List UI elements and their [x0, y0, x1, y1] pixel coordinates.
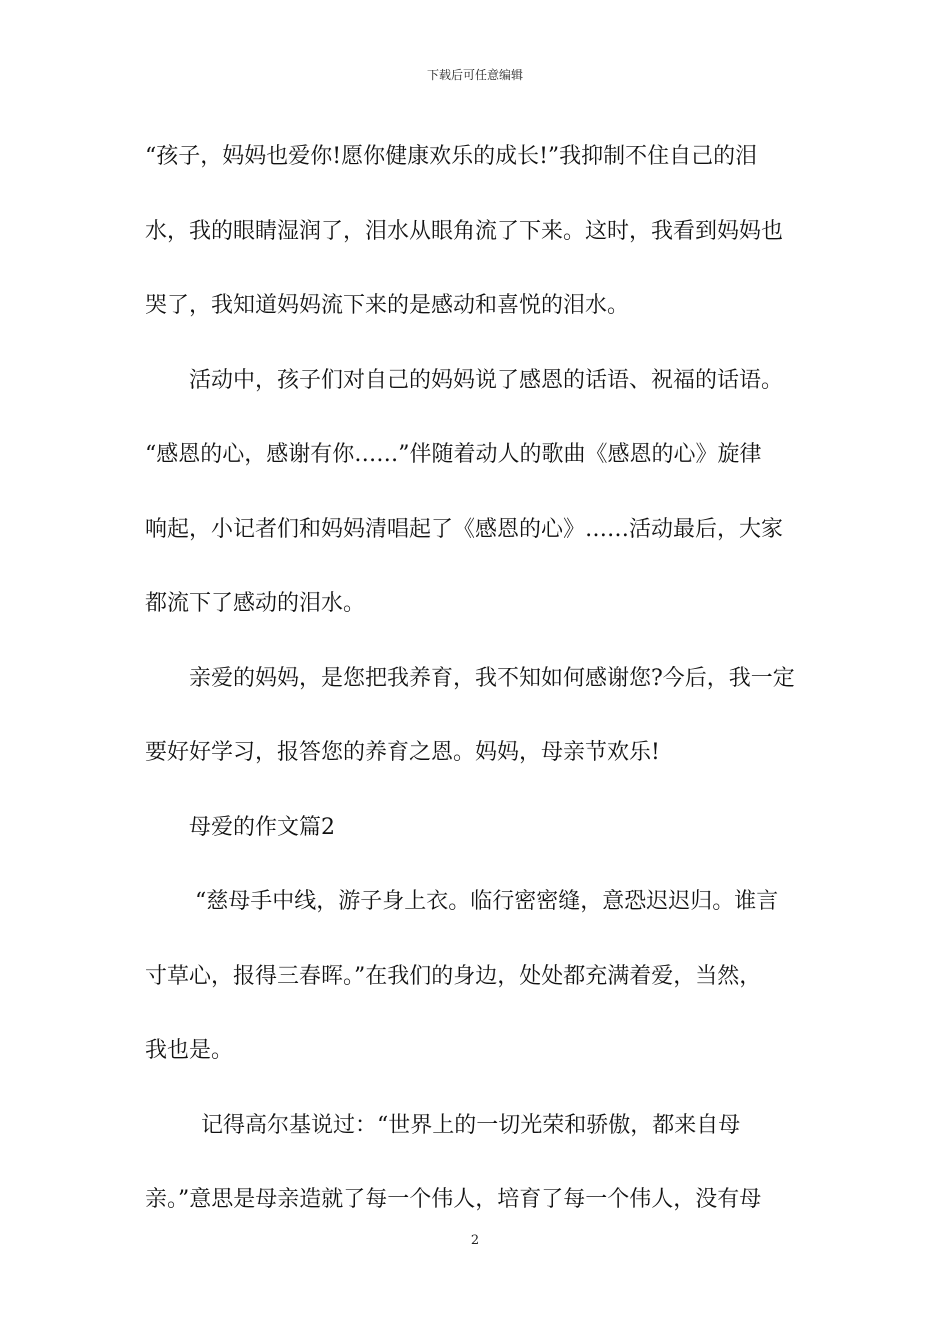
text-line: 母爱的作文篇2: [189, 814, 335, 840]
text-line: 寸草心，报得三春晖。”在我们的身边，处处都充满着爱，当然，: [145, 963, 762, 989]
text-line: “孩子，妈妈也爱你!愿你健康欢乐的成长!”我抑制不住自己的泪: [145, 144, 758, 169]
text-line: 活动中，孩子们对自己的妈妈说了感恩的话语、祝福的话语。: [189, 367, 784, 393]
text-line: 亲爱的妈妈，是您把我养育，我不知如何感谢您?今后，我一定: [189, 665, 795, 691]
text-line: 我也是。: [145, 1038, 234, 1063]
page-header: 下载后可任意编辑: [426, 68, 523, 82]
text-line: 响起，小记者们和妈妈清唱起了《感恩的心》……活动最后，大家: [145, 516, 784, 542]
page-number: 2: [470, 1233, 480, 1248]
text-line: 记得高尔基说过：“世界上的一切光荣和骄傲，都来自母: [201, 1112, 741, 1138]
text-line: 水，我的眼睛湿润了，泪水从眼角流了下来。这时，我看到妈妈也: [145, 218, 784, 244]
text-line: 哭了，我知道妈妈流下来的是感动和喜悦的泪水。: [145, 293, 630, 318]
text-line: 都流下了感动的泪水。: [145, 591, 366, 616]
text-line: “慈母手中线，游子身上衣。临行密密缝，意恐迟迟归。谁言: [195, 889, 779, 914]
body-text: [145, 120, 810, 1238]
text-line: 要好好学习，报答您的养育之恩。妈妈，母亲节欢乐!: [145, 740, 660, 765]
text-line: “感恩的心，感谢有你……”伴随着动人的歌曲《感恩的心》旋律: [145, 442, 762, 467]
text-line: 亲。”意思是母亲造就了每一个伟人，培育了每一个伟人，没有母: [145, 1187, 762, 1212]
